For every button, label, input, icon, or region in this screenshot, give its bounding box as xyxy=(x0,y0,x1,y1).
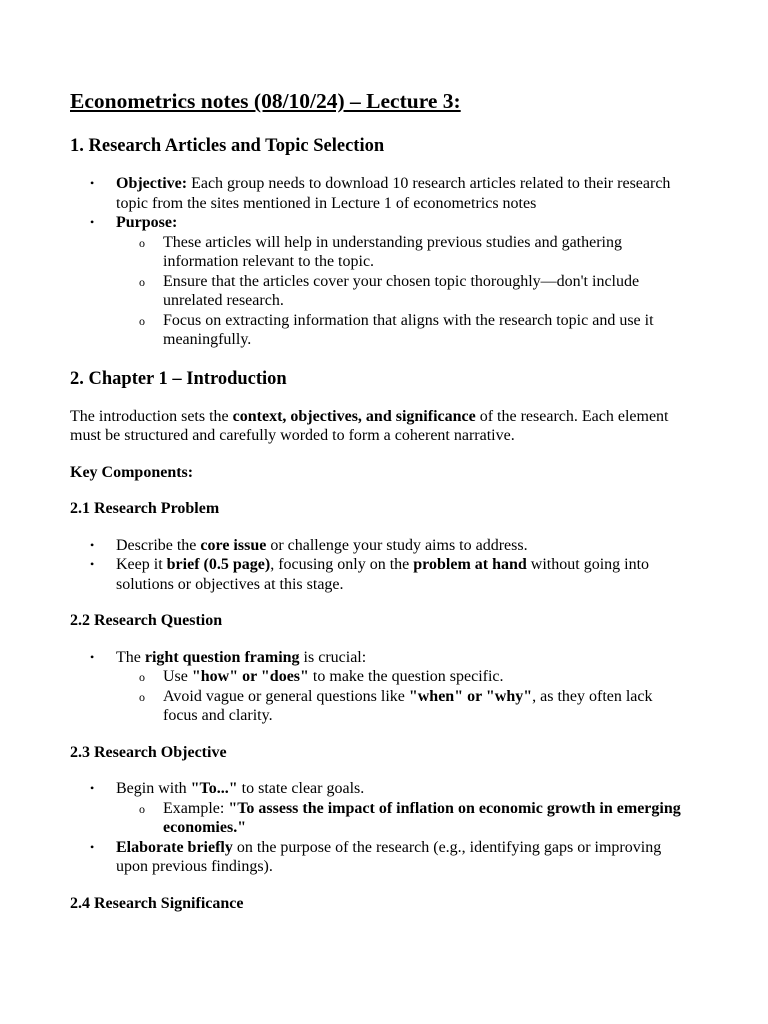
bullet-icon: • xyxy=(90,839,95,854)
item-text: on the purpose of the research (e.g., identifying gaps or improving upon previous findings). xyxy=(116,838,662,875)
subsection-2-1-heading: 2.1 Research Problem xyxy=(70,500,220,517)
sub-list-item xyxy=(70,272,690,311)
sub-bullet-icon: o xyxy=(139,670,145,684)
bullet-icon: • xyxy=(90,537,95,552)
item-emphasis: right question framing xyxy=(144,648,300,666)
sub-bullet-icon: o xyxy=(139,801,145,816)
list-item xyxy=(70,648,690,726)
purpose-item-text: These articles will help in understanding previous studies and gathering information relevant to the topic. xyxy=(163,233,622,270)
item-text: Begin with xyxy=(116,780,191,797)
section-2-heading: 2. Chapter 1 – Introduction xyxy=(70,368,287,389)
item-text: , as they often lack focus and clarity. xyxy=(163,687,653,724)
document-body xyxy=(70,88,690,913)
section-1-list xyxy=(70,174,690,350)
item-text: is crucial: xyxy=(299,648,367,666)
item-text: to state clear goals. xyxy=(237,780,365,797)
item-text: The xyxy=(116,648,145,666)
sub-bullet-icon: o xyxy=(139,313,145,328)
intro-paragraph xyxy=(70,407,690,446)
sub-list-item xyxy=(70,233,690,272)
subsection-2-2-list xyxy=(70,648,690,726)
objective-sublist xyxy=(116,799,690,838)
item-text: to make the question specific. xyxy=(308,668,504,685)
item-text: or challenge your study aims to address. xyxy=(266,536,528,554)
list-item xyxy=(70,555,690,594)
bullet-icon: • xyxy=(90,176,95,190)
item-text: without going into solutions or objectives at this stage. xyxy=(116,556,650,593)
subsection-2-3-list xyxy=(70,779,690,877)
purpose-label: Purpose: xyxy=(116,214,178,231)
item-emphasis: Elaborate briefly xyxy=(116,838,233,856)
item-emphasis: "how" or "does" xyxy=(191,668,309,685)
item-emphasis: core issue xyxy=(200,536,267,554)
item-text: Keep it xyxy=(116,556,167,573)
sub-list-item xyxy=(70,687,690,726)
intro-text: The introduction sets the xyxy=(70,407,233,425)
list-item xyxy=(70,536,690,556)
sub-list-item xyxy=(70,799,690,838)
sub-bullet-icon: o xyxy=(139,235,145,250)
section-1-heading: 1. Research Articles and Topic Selection xyxy=(70,136,385,156)
item-text: Use xyxy=(163,668,192,685)
sub-list-item xyxy=(70,667,690,687)
purpose-item-text: Focus on extracting information that aligns with the research topic and use it meaningfully. xyxy=(163,311,654,348)
purpose-sublist xyxy=(116,233,690,350)
item-text: Describe the xyxy=(116,536,201,554)
purpose-item-text: Ensure that the articles cover your chosen topic thoroughly—don't include unrelated research. xyxy=(163,272,640,309)
question-sublist xyxy=(116,667,690,726)
item-emphasis: "when" or "why" xyxy=(408,687,533,705)
document-title: Econometrics notes (08/10/24) – Lecture 3: xyxy=(70,89,461,113)
bullet-icon: • xyxy=(90,215,95,229)
subsection-2-2-heading: 2.2 Research Question xyxy=(70,612,223,629)
bullet-icon: • xyxy=(90,557,95,571)
subsection-2-1-list xyxy=(70,536,690,595)
key-components-heading: Key Components: xyxy=(70,463,194,481)
item-text: , focusing only on the xyxy=(270,556,414,573)
list-item xyxy=(70,838,690,877)
objective-text: Each group needs to download 10 research articles related to their research topic from the sites mentioned in Lecture 1 of econometrics notes xyxy=(116,175,671,212)
subsection-2-4-heading: 2.4 Research Significance xyxy=(70,894,244,912)
sub-bullet-icon: o xyxy=(139,689,145,704)
list-item-purpose xyxy=(70,213,690,350)
sub-bullet-icon: o xyxy=(139,274,145,289)
item-text: Example: xyxy=(163,799,229,817)
bullet-icon: • xyxy=(90,781,95,795)
intro-text: of the research. Each element must be structured and carefully worded to form a coherent narrative. xyxy=(70,407,669,444)
intro-emphasis: context, objectives, and significance xyxy=(232,407,476,425)
item-emphasis: brief (0.5 page) xyxy=(166,556,271,573)
sub-list-item xyxy=(70,311,690,350)
objective-label: Objective: xyxy=(116,175,188,192)
bullet-icon: • xyxy=(90,649,95,664)
item-text: Avoid vague or general questions like xyxy=(163,687,409,705)
item-emphasis: problem at hand xyxy=(413,556,527,573)
subsection-2-3-heading: 2.3 Research Objective xyxy=(70,743,227,761)
item-emphasis: "To assess the impact of inflation on economic growth in emerging economies." xyxy=(163,799,681,836)
list-item xyxy=(70,779,690,838)
item-emphasis: "To..." xyxy=(190,780,238,797)
list-item-objective xyxy=(70,174,690,213)
